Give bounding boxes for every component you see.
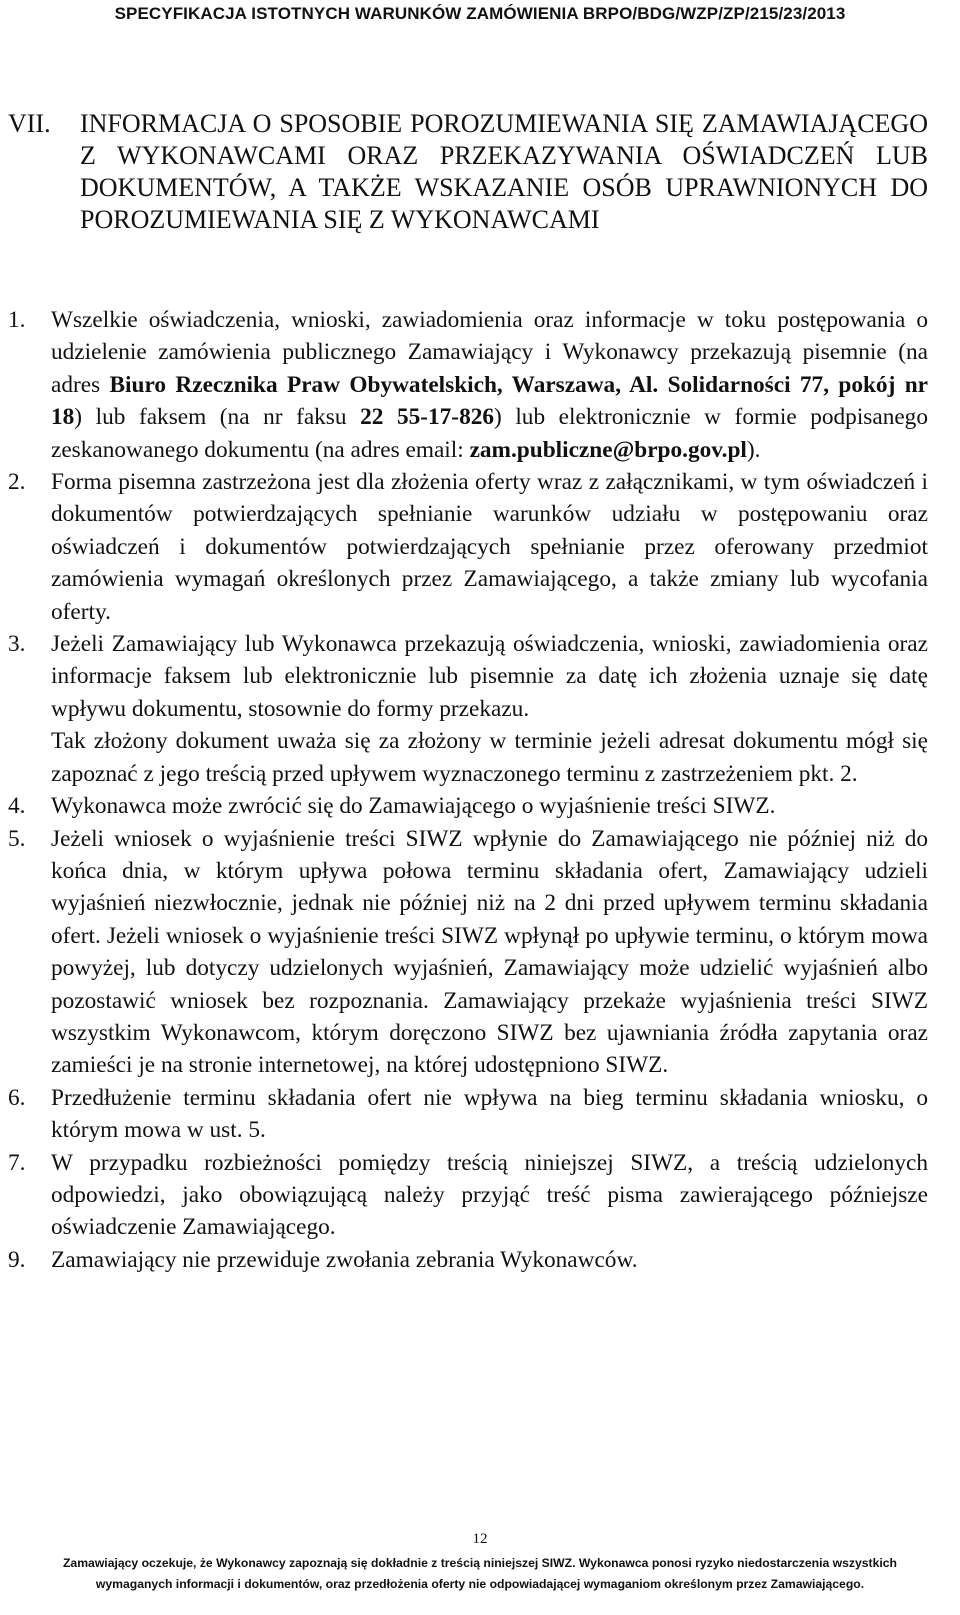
list-item-2 <box>8 466 928 628</box>
text-run: ) lub elektronicznie w formie podpisanego zeskanowanego dokumentu (na adres email: <box>51 404 928 463</box>
text-run: ) lub faksem (na nr faksu <box>74 404 361 431</box>
item-text: Przedłużenie terminu składania ofert nie wpływa na bieg terminu składania wniosku, o którym mowa w ust. 5. <box>51 1084 928 1144</box>
item-text-continued: Tak złożony dokument uważa się za złożony w terminie jeżeli adresat dokumentu mógł się zapoznać z jego treścią przed upływem wyznaczonego terminu z zastrzeżeniem pkt. 2. <box>51 728 928 787</box>
item-number: 1. <box>8 307 26 333</box>
list-item-7 <box>8 1147 928 1244</box>
page-number: 12 <box>472 1531 488 1547</box>
item-text: W przypadku rozbieżności pomiędzy treścią niniejszej SIWZ, a treścią udzielonych odpowiedzi, jako obowiązującą należy przyjąć treść pisma zawierającego późniejsze oświadczenie Zamawiającego. <box>51 1149 928 1241</box>
text-run: Wszelkie oświadczenia, wnioski, zawiadomienia oraz informacje w toku postępowania o udzielenie zamówienia publicznego Zamawiający i Wykonawcy przekazują pisemnie (na adres <box>51 307 928 398</box>
item-number: 3. <box>8 631 26 658</box>
list-item-4 <box>8 790 928 822</box>
footer-line-1: Zamawiający oczekuje, że Wykonawcy zapoznają się dokładnie z treścią niniejszej SIWZ. Wykonawca ponosi ryzyko niedostarczenia wszystkich <box>62 1556 898 1570</box>
item-number: 5. <box>8 825 26 852</box>
item-text: Forma pisemna zastrzeżona jest dla złożenia oferty wraz z załącznikami, w tym oświadczeń i dokumentów potwierdzających spełnianie warunków udziału w postępowaniu oraz oświadczeń i dokumentów potwierdzających spełnianie przez oferowany przedmiot zamówienia wymagań określonych przez Zamawiającego, a także zmiany lub wycofania oferty. <box>51 469 928 625</box>
list-item-6 <box>8 1082 928 1147</box>
item-number: 7. <box>8 1149 26 1176</box>
item-text: Jeżeli Zamawiający lub Wykonawca przekazują oświadczenia, wnioski, zawiadomienia oraz informacje faksem lub elektronicznie lub pisemnie za datę ich złożenia uznaje się datę wpływu dokumentu, stosownie do formy przekazu. <box>51 631 928 722</box>
section-title: INFORMACJA O SPOSOBIE POROZUMIEWANIA SIĘ ZAMAWIAJĄCEGO Z WYKONAWCAMI ORAZ PRZEKAZYWANIA OŚWIADCZEŃ LUB DOKUMENTÓW, A TAKŻE WSKAZANIE OSÓB UPRAWNIONYCH DO POROZUMIEWANIA SIĘ Z WYKONAWCAMI <box>80 109 928 234</box>
item-text: Jeżeli wniosek o wyjaśnienie treści SIWZ wpłynie do Zamawiającego nie później niż do końca dnia, w którym upływa połowa terminu składania ofert, Zamawiający udzieli wyjaśnień niezwłocznie, jednak nie później niż na 2 dni przed upływem terminu składania ofert. Jeżeli wniosek o wyjaśnienie treści SIWZ wpłynął po upływie terminu, o którym mowa powyżej, lub dotyczy udzielonych wyjaśnień, Zamawiający może udzielić wyjaśnień albo pozostawić wniosek bez rozpoznania. Zamawiający przekaże wyjaśnienia treści SIWZ wszystkim Wykonawcom, którym doręczono SIWZ bez ujawniania źródła zapytania oraz zamieści je na stronie internetowej, na której udostępniono SIWZ. <box>51 825 928 1079</box>
list-item-9 <box>8 1244 928 1276</box>
item-number: 9. <box>8 1246 26 1273</box>
section-heading <box>8 108 928 236</box>
footer-line-2: wymaganych informacji i dokumentów, oraz przedłożenia oferty nie odpowiadającej wymaganiom określonym przez Zamawiającego. <box>95 1577 865 1591</box>
document-footer <box>14 1553 946 1595</box>
item-text: Zamawiający nie przewiduje zwołania zebrania Wykonawców. <box>51 1246 638 1273</box>
list-item-1 <box>8 304 928 466</box>
item-number: 4. <box>8 793 26 820</box>
section-number: VII. <box>8 109 51 138</box>
item-text: Wykonawca może zwrócić się do Zamawiającego o wyjaśnienie treści SIWZ. <box>51 793 776 820</box>
text-run: ). <box>746 436 761 463</box>
document-header: SPECYFIKACJA ISTOTNYCH WARUNKÓW ZAMÓWIENIA BRPO/BDG/WZP/ZP/215/23/2013 <box>114 4 846 23</box>
item-text <box>51 304 928 466</box>
address-bold: Biuro Rzecznika Praw Obywatelskich, Warszawa, Al. Solidarności 77, pokój nr 18 <box>51 371 928 431</box>
numbered-list <box>8 304 928 1276</box>
email-address: zam.publiczne@brpo.gov.pl <box>469 436 747 463</box>
item-number: 6. <box>8 1084 26 1111</box>
item-number: 2. <box>8 469 26 496</box>
list-item-5 <box>8 823 928 1082</box>
list-item-3 <box>8 628 928 790</box>
fax-number: 22 55-17-826 <box>360 404 495 431</box>
